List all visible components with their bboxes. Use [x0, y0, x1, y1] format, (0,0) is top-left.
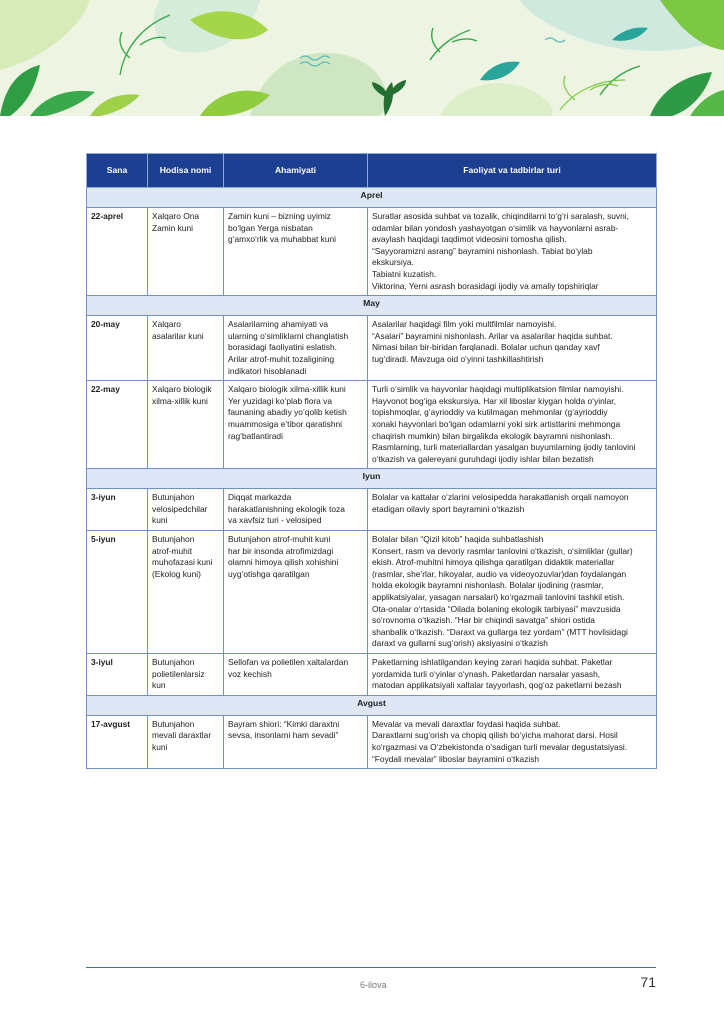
event-activities-line: Ota-onalar o‘rtasida “Oilada bolaning ekologik tarbiyasi” mavzusida — [372, 603, 621, 614]
event-activities-line: so‘rovnoma o‘tkazish. “Har bir chiqindi savatga” shiori ostida — [372, 615, 595, 626]
event-meaning-line: Diqqat markazda — [228, 492, 292, 503]
event-name-line: Xalqaro — [152, 319, 181, 330]
event-name — [148, 715, 224, 768]
event-name-line: kuni — [152, 741, 168, 752]
event-activities-line: matodan applikatsiyali xaltalar tayyorlash, qog‘oz paketlarni bezash — [372, 680, 622, 691]
event-name-line: kun — [152, 680, 166, 691]
event-name-line: asalarilar kuni — [152, 330, 204, 341]
event-name-line: mevali daraxtlar — [152, 730, 212, 741]
event-date: 17-avgust — [87, 715, 148, 768]
event-name — [148, 531, 224, 654]
event-activities-line: Paketlarning ishlatilgandan keying zarari haqida suhbat. Paketlar — [372, 657, 613, 667]
table-row — [87, 208, 657, 296]
event-activities — [368, 316, 657, 381]
event-name-line: xilma-xillik kuni — [152, 395, 208, 406]
event-activities-line: ko‘rgazmasi va O‘zbekistonda o‘sadigan turli mevalar degustatsiyasi. — [372, 741, 628, 752]
event-date: 3-iyul — [87, 654, 148, 696]
event-activities-line: Asalarilar haqidagi film yoki multfilmlar namoyishi. — [372, 319, 557, 330]
event-meaning — [224, 489, 368, 531]
event-date: 3-iyun — [87, 489, 148, 531]
event-activities-line: Tabiatni kuzatish. — [372, 268, 437, 279]
event-name — [148, 489, 224, 531]
event-activities-line: etadigan oilaviy sport bayramini o‘tkazish — [372, 503, 525, 514]
column-header-activities: Faoliyat va tadbirlar turi — [368, 154, 657, 188]
page-number: 71 — [640, 974, 656, 990]
event-activities-line: ekskursiya. — [372, 257, 414, 268]
event-name-line: kuni — [152, 515, 168, 526]
event-activities-line: (rasmlar, she’rlar, hikoyalar, audio va videoyozuvlar)dan foydalangan — [372, 568, 627, 579]
event-activities-line: topishmoqlar, g‘ayrioddiy va kutilmagan mehmonlar (g‘ayrioddiy — [372, 407, 608, 418]
event-meaning-line: Arilar atrof-muhit tozaligining — [228, 353, 335, 364]
event-activities-line: holda ekologik bayramni nishonlash. Bolalar ijodining (rasmlar, — [372, 580, 604, 591]
month-label: Iyun — [87, 469, 657, 489]
event-name-line: Butunjahon — [152, 657, 195, 667]
event-meaning-line: uyg‘otishga qaratilgan — [228, 568, 310, 579]
event-meaning-line: muammosiga e’tibor qaratishni — [228, 418, 343, 429]
column-header-event: Hodisa nomi — [148, 154, 224, 188]
event-activities-line: xonaki hayvonlari bo‘lgan odamlarni yoki sirk artistlarini mehmonga — [372, 418, 621, 429]
event-meaning-line: har bir insonda atrofimizdagi — [228, 545, 334, 556]
event-activities — [368, 531, 657, 654]
event-name — [148, 208, 224, 296]
table-body — [87, 188, 657, 769]
event-name-line: Butunjahon — [152, 492, 195, 503]
event-meaning-line: ularning o‘simliklarni changlatish — [228, 330, 349, 341]
event-name-line: polietilenlarsiz — [152, 668, 205, 679]
event-meaning-line: Yer yuzidagi ko‘plab flora va — [228, 395, 332, 406]
event-meaning-line: olamni himoya qilish xohishini — [228, 557, 339, 568]
event-activities-line: Hayvonot bog‘iga ekskursiya. Har xil liboslar kiygan holda o‘yinlar, — [372, 395, 616, 406]
event-activities — [368, 654, 657, 696]
table-row — [87, 715, 657, 768]
event-name-line: Butunjahon — [152, 718, 195, 729]
month-label: Avgust — [87, 695, 657, 715]
decorative-leaf-banner — [0, 0, 724, 116]
event-activities-line: avaylash haqidagi taqdimot videosini tomosha qilish. — [372, 234, 567, 245]
event-meaning — [224, 715, 368, 768]
event-name-line: Xalqaro Ona — [152, 211, 200, 221]
event-activities-line: Bolalar va kattalar o‘zlarini velosipedda harakatlanish orqali namoyon — [372, 492, 629, 503]
event-meaning-line: harakatlanishning ekologik toza — [228, 503, 345, 514]
table-header-row — [87, 154, 657, 188]
event-activities — [368, 715, 657, 768]
events-table-container — [86, 153, 656, 769]
event-meaning — [224, 654, 368, 696]
event-meaning-line: sevsa, insonlarni ham sevadi” — [228, 730, 339, 741]
month-section-row — [87, 296, 657, 316]
event-meaning-line: Butunjahon atrof-muhit kuni — [228, 534, 331, 545]
footer-divider — [86, 967, 656, 968]
event-activities-line: Konsert, rasm va devoriy rasmlar tanlovini o‘tkazish, o‘simliklar (gullar) — [372, 545, 633, 556]
event-activities-line: Bolalar bilan “Qizil kitob” haqida suhbatlashish — [372, 534, 544, 545]
event-activities-line: Suratlar asosida suhbat va tozalik, chiqindilarni to‘g‘ri saralash, suvni, — [372, 211, 629, 221]
event-date: 20-may — [87, 316, 148, 381]
event-meaning-line: Sellofan va polietilen xaltalardan — [228, 657, 349, 667]
event-activities — [368, 208, 657, 296]
event-name-line: muhofazasi kuni — [152, 557, 213, 568]
event-activities-line: daraxt va gullarni sug‘orish) aksiyasini o‘tkazish — [372, 638, 548, 649]
month-section-row — [87, 469, 657, 489]
event-meaning — [224, 381, 368, 469]
event-name-line: Zamin kuni — [152, 222, 193, 233]
event-activities-line: “Asalari” bayramini nishonlash. Arilar va asalarilar haqida suhbat. — [372, 330, 613, 341]
event-meaning-line: faunaning abadiy yo‘qolib ketish — [228, 407, 347, 418]
event-activities-line: “Sayyoramizni asrang” bayramini nishonlash. Tabiat bo‘ylab — [372, 245, 593, 256]
event-activities-line: yordamida turli o‘yinlar o‘ynash. Paketlardan narsalar yasash, — [372, 668, 601, 679]
event-meaning-line: voz kechish — [228, 668, 272, 679]
month-label: Aprel — [87, 188, 657, 208]
event-date: 5-iyun — [87, 531, 148, 654]
event-meaning-line: Xalqaro biologik xilma-xillik kuni — [228, 384, 346, 395]
event-activities-line: “Foydali mevalar” liboslar bayramini o‘tkazish — [372, 753, 540, 764]
event-name-line: velosipedchilar — [152, 503, 208, 514]
event-activities-line: shanbalik o‘tkazish. “Daraxt va gullarga tez yordam” (MTT hovlisidagi — [372, 626, 628, 637]
event-meaning-line: Bayram shiori: “Kimki daraxtni — [228, 718, 340, 729]
table-row — [87, 489, 657, 531]
table-row — [87, 531, 657, 654]
event-meaning-line: bo‘lgan Yerga nisbatan — [228, 222, 313, 233]
leaf-illustration — [0, 0, 724, 116]
event-meaning-line: rag‘batlantiradi — [228, 430, 283, 441]
event-activities-line: Daraxtlarni sug‘orish va chopiq qilish bo‘yicha mahorat darsi. Hosil — [372, 730, 618, 741]
event-activities-line: Viktorina, Yerni asrash borasidagi ijodiy va amaliy topshiriqlar — [372, 280, 599, 291]
event-name-line: atrof-muhit — [152, 545, 193, 556]
table-row — [87, 654, 657, 696]
month-section-row — [87, 188, 657, 208]
event-activities-line: Mevalar va mevali daraxtlar foydasi haqida suhbat. — [372, 718, 561, 729]
event-meaning — [224, 531, 368, 654]
table-row — [87, 316, 657, 381]
month-label: May — [87, 296, 657, 316]
table-row — [87, 381, 657, 469]
event-meaning — [224, 316, 368, 381]
event-activities-line: odamlar bilan yondosh yashayotgan o‘simlik va hayvonlarni asrab- — [372, 222, 619, 233]
event-activities-line: applikatsiyalar, yasagan narsalari) ko‘rgazmali tanlovini tashkil etish. — [372, 592, 625, 603]
eco-events-table — [86, 153, 657, 769]
event-meaning-line: borasidagi faoliyatini eslatish. — [228, 342, 337, 353]
event-activities — [368, 489, 657, 531]
event-meaning — [224, 208, 368, 296]
event-meaning-line: Asalarilarning ahamiyati va — [228, 319, 329, 330]
event-activities-line: o‘tkazish va galereyani guruhdagi ijodiy ishlar bilan bezatish — [372, 453, 594, 464]
event-date: 22-may — [87, 381, 148, 469]
event-name-line: Xalqaro biologik — [152, 384, 212, 395]
column-header-date: Sana — [87, 154, 148, 188]
event-name-line: (Ekolog kuni) — [152, 568, 201, 579]
event-activities-line: Turli o‘simlik va hayvonlar haqidagi multiplikatsion filmlar namoyishi. — [372, 384, 624, 395]
event-name — [148, 316, 224, 381]
event-name — [148, 381, 224, 469]
event-activities — [368, 381, 657, 469]
event-activities-line: tug‘diradi. Mavzuga oid o‘yinni tashkillashtirish — [372, 353, 544, 364]
event-date: 22-aprel — [87, 208, 148, 296]
event-activities-line: ekish. Atrof-muhitni himoya qilishga qaratilgan didaktik materiallar — [372, 557, 615, 568]
event-meaning-line: g‘amxo‘rlik va muhabbat kuni — [228, 234, 336, 245]
event-meaning-line: va xavfsiz turi - velosiped — [228, 515, 322, 526]
month-section-row — [87, 695, 657, 715]
event-meaning-line: Zamin kuni – bizning uyimiz — [228, 211, 331, 221]
event-activities-line: chaqirish mumkin) bilan birgalikda ekologik bayramni nishonlash. — [372, 430, 613, 441]
event-activities-line: Rasmlarning, turli materiallardan yasalgan buyumlarning ijodiy tanlovini — [372, 442, 636, 453]
column-header-meaning: Ahamiyati — [224, 154, 368, 188]
event-name — [148, 654, 224, 696]
event-activities-line: Nimasi bilan bir-biridan farqlanadi. Bolalar uchun qanday xavf — [372, 342, 600, 353]
event-meaning-line: indikatori hisoblanadi — [228, 365, 307, 376]
appendix-label: 6-ilova — [360, 980, 387, 990]
event-name-line: Butunjahon — [152, 534, 195, 545]
